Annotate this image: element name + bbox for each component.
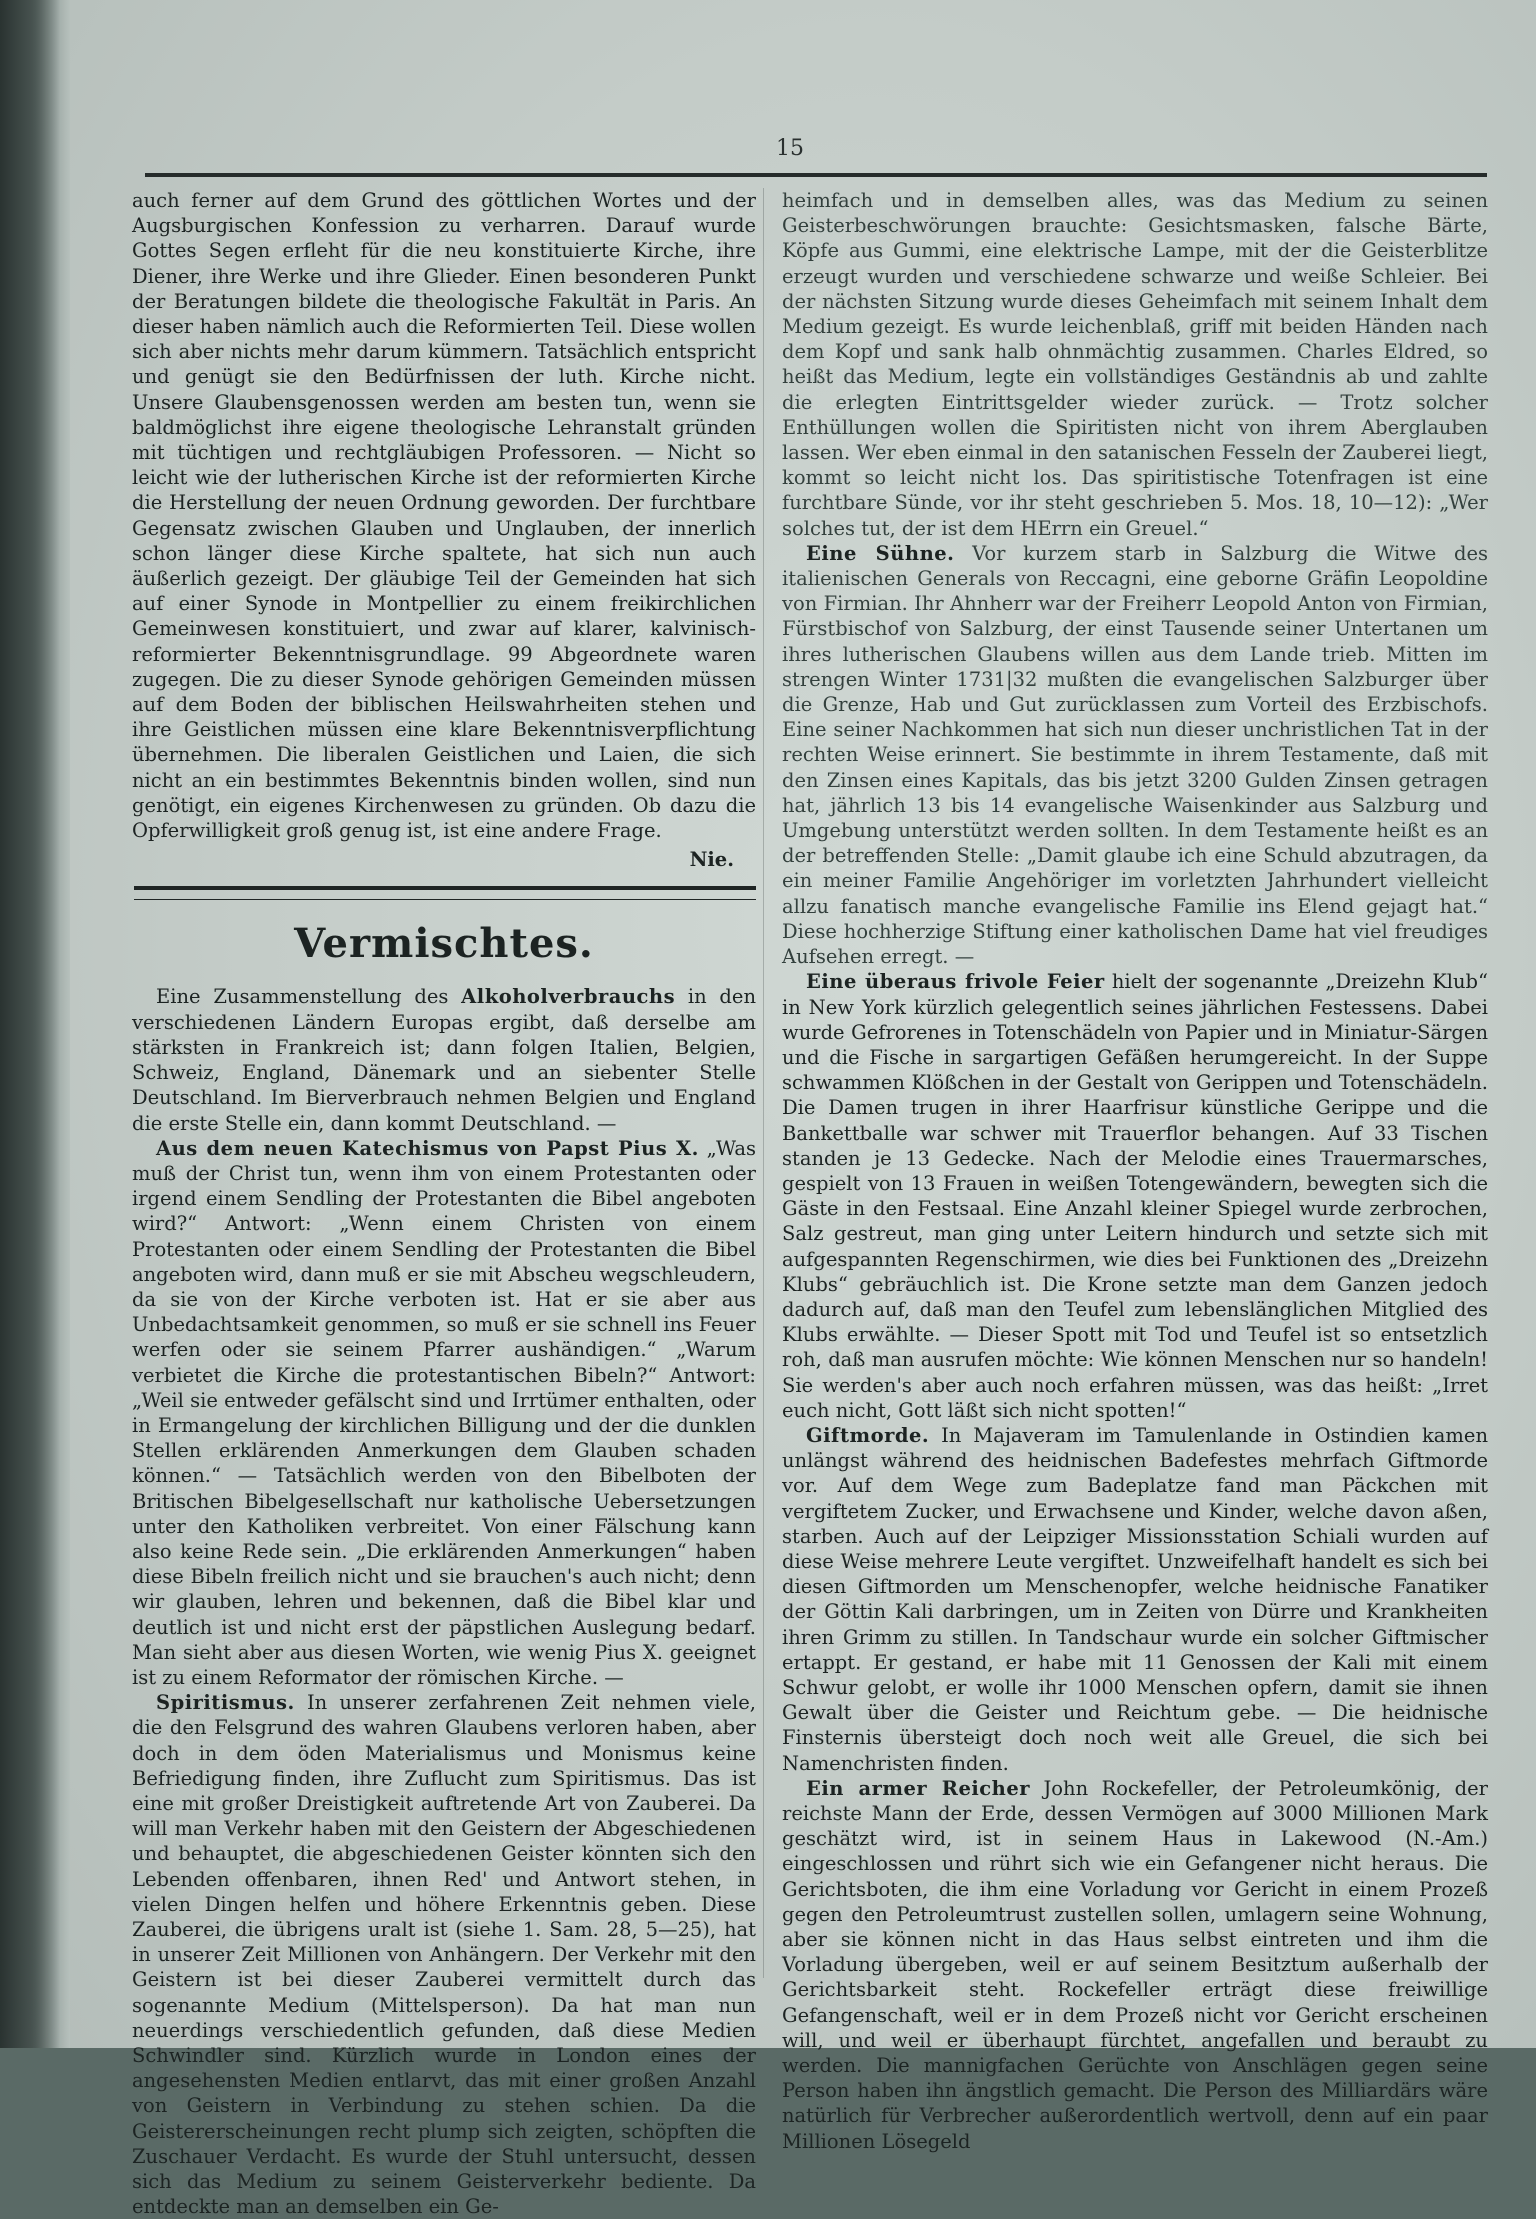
article-reicher (782, 1776, 1488, 2154)
article-feier (782, 969, 1488, 1423)
article-feier-heading: Eine überaus frivole Feier (806, 970, 1105, 994)
column-divider (763, 188, 764, 1978)
article-suehne-heading: Eine Sühne. (806, 541, 955, 565)
page-number: 15 (776, 136, 804, 161)
newspaper-page (70, 0, 1536, 2219)
article-alkohol-lead: Eine Zusammenstellung des (156, 985, 449, 1009)
article-katechismus-body: „Was muß der Christ tun, wenn ihm von einem Protestanten oder irgend einem Sendling der Protestanten die Bibel angeboten wird?“ Antwort: „Wenn einem Christen von einem Protestanten oder einem Sendling der Protestanten die Bibel angeboten wird, dann muß er sie mit Abscheu wegschleudern, da sie von der Kirche verboten ist. Hat er sie aber aus Unbedachtsamkeit genommen, so muß er sie schnell ins Feuer werfen oder sie seinem Pfarrer aushändigen.“ „Warum verbietet die Kirche die protestantischen Bibeln?“ Antwort: „Weil sie entweder gefälscht sind und Irrtümer enthalten, oder in Ermangelung der kirchlichen Billigung und der die dunklen Stellen erklärenden Anmerkungen dem Glauben schaden können.“ — Tatsächlich werden von den Bibelboten der Britischen Bibelgesellschaft nur katholische Uebersetzungen unter den Katholiken verbreitet. Von einer Fälschung kann also keine Rede sein. „Die erklärenden Anmerkungen“ haben diese Bibeln freilich nicht und sie brauchen's auch nicht; denn wir glauben, lehren und bekennen, daß die Bibel klar und deutlich ist und nicht erst der päpstlichen Auslegung bedarf. Man sieht aber aus diesen Worten, wie wenig Pius X. geeignet ist zu einem Reformator der römischen Kirche. — (132, 1136, 757, 1689)
article-spiritismus-body: In unserer zerfahrenen Zeit nehmen viele, die den Felsgrund des wahren Glaubens verloren haben, aber doch in dem öden Materialismus und Monismus keine Befriedigung finden, ihre Zuflucht zum Spiritismus. Das ist eine mit großer Dreistigkeit auftretende Art von Zauberei. Da will man Verkehr haben mit den Geistern der Abgeschiedenen und behauptet, die abgeschiedenen Geister könnten sich den Lebenden offenbaren, ihnen Red' und Antwort stehen, in vielen Dingen helfen und höhere Erkenntnis geben. Diese Zauberei, die übrigens uralt ist (siehe 1. Sam. 28, 5—25), hat in unserer Zeit Millionen von Anhängern. Der Verkehr mit den Geistern ist bei dieser Zauberei vermittelt durch das sogenannte Medium (Mittelsperson). Da hat man nun neuerdings verschiedentlich gefunden, daß diese Medien Schwindler sind. Kürzlich wurde in London eines der angesehensten Medien entlarvt, das mit einer großen Anzahl von Geistern in Verbindung zu stehen schien. Da die Geistererscheinungen recht plump sich zeigten, schöpften die Zuschauer Verdacht. Es wurde der Stuhl untersucht, dessen sich das Medium zu seinem Geisterverkehr bediente. Da entdeckte man an demselben ein Ge- (132, 1691, 756, 2219)
article-alkohol-body: in den verschiedenen Ländern Europas ergibt, daß derselbe am stärksten in Frankreich ist; dann folgen Italien, Belgien, Schweiz, England, Dänemark und an siebenter Stelle Deutschland. Im Bierverbrauch nehmen Belgien und England die erste Stelle ein, dann kommt Deutschland. — (132, 985, 756, 1135)
article-katechismus-heading: Aus dem neuen Katechismus von Papst Pius X. (156, 1136, 699, 1160)
article-reicher-heading: Ein armer Reicher (806, 1776, 1030, 1800)
author-signature: Nie. (689, 848, 734, 872)
article-suehne (782, 541, 1488, 969)
article-spiritismus-heading: Spiritismus. (156, 1691, 295, 1715)
section-title: Vermischtes. (294, 920, 594, 968)
left-column (132, 188, 756, 2219)
article-alkohol-heading: Alkoholverbrauchs (461, 985, 676, 1009)
article-suehne-body: Vor kurzem starb in Salzburg die Witwe des italienischen Generals von Reccagni, eine geborne Gräfin Leopoldine von Firmian. Ihr Ahnherr war der Freiherr Leopold Anton von Firmian, Fürstbischof von Salzburg, der einst Tausende seiner Untertanen um ihres lutherischen Glaubens willen aus dem Lande trieb. Mitten im strengen Winter 1731|32 mußten die evangelischen Salzburger über die Grenze, Hab und Gut zurücklassen zum Vorteil des Erzbischofs. Eine seiner Nachkommen hat sich nun dieser unchristlichen Tat in der rechten Weise erinnert. Sie bestimmte in ihrem Testamente, daß mit den Zinsen eines Kapitals, das bis jetzt 3200 Gulden Zinsen getragen hat, jährlich 13 bis 14 evangelische Waisenkinder aus Salzburg und Umgebung unterstützt werden sollten. In dem Testamente heißt es an der betreffenden Stelle: „Damit glaube ich eine Schuld abzutragen, da ein meiner Familie Angehöriger im vorletzten Jahrhundert vielleicht allzu fanatisch manche evangelische Familie ins Elend gejagt hat.“ Diese hochherzige Stiftung einer katholischen Dame hat viel freudiges Aufsehen erregt. — (782, 541, 1488, 969)
article-giftmorde-heading: Giftmorde. (806, 1423, 930, 1447)
article-reicher-body: John Rockefeller, der Petroleumkönig, der reichste Mann der Erde, dessen Vermögen auf 3000 Millionen Mark geschätzt wird, ist in seinem Haus in Lakewood (N.-Am.) eingeschlossen und rührt sich wie ein Gefangener nicht heraus. Die Gerichtsboten, die ihm eine Vorladung vor Gericht in einem Prozeß gegen den Petroleumtrust zustellen sollen, umlagern seine Wohnung, aber sie können nicht in das Haus selbst eintreten und ihm die Vorladung übergeben, weil er auf seinem Besitztum außerhalb der Gerichtsbarkeit steht. Rockefeller erträgt diese freiwillige Gefangenschaft, weil er in dem Prozeß nicht vor Gericht erscheinen will, und weil er überhaupt fürchtet, angefallen und beraubt zu werden. Die mannigfachen Gerüchte von Anschlägen gegen seine Person haben ihn ängstlich gemacht. Die Person des Milliardärs wäre natürlich für Verbrecher außerordentlich wertvoll, denn auf ein paar Millionen Lösegeld (782, 1776, 1488, 2153)
article-alkohol (132, 984, 756, 1135)
section-divider (134, 886, 756, 900)
header-rule (145, 173, 1487, 177)
article-feier-body: hielt der sogenannte „Dreizehn Klub“ in New York kürzlich gelegentlich seines jährlichen Festessens. Dabei wurde Gefrorenes in Totenschädeln von Papier und in Miniatur-Särgen und die Fische in sargartigen Gefäßen herumgereicht. In der Suppe schwammen Klößchen in der Gestalt von Gerippen und Totenschädeln. Die Damen trugen in ihrer Haarfrisur künstliche Gerippe und die Bankettballe war schwer mit Trauerflor behangen. Auf 33 Tischen standen je 13 Gedecke. Nach der Melodie eines Trauermarsches, gespielt von 13 Frauen in weißen Totengewändern, bewegten sich die Gäste in den Festsaal. Eine Anzahl kleiner Spiegel wurde zerbrochen, Salz gestreut, man ging unter Leitern hindurch und setzte sich mit aufgespannten Regenschirmen, wie dies bei Funktionen des „Dreizehn Klubs“ gebräuchlich ist. Die Krone setzte man dem Ganzen jedoch dadurch auf, daß man den Teufel zum lebenslänglichen Mitglied des Klubs erwählte. — Dieser Spott mit Tod und Teufel ist so entsetzlich roh, daß man ausrufen möchte: Wie können Menschen nur so handeln! Sie werden's aber auch noch erfahren müssen, was das heißt: „Irret euch nicht, Gott läßt sich nicht spotten!“ (782, 970, 1489, 1422)
intro-paragraph: auch ferner auf dem Grund des göttlichen Wortes und der Augsburgischen Konfession zu verharren. Darauf wurde Gottes Segen erfleht für die neu konstituierte Kirche, ihre Diener, ihre Werke und ihre Glieder. Einen besonderen Punkt der Beratungen bildete die theologische Fakultät in Paris. An dieser haben nämlich auch die Reformierten Teil. Diese wollen sich aber nichts mehr darum kümmern. Tatsächlich entspricht und genügt sie den Bedürfnissen der luth. Kirche nicht. Unsere Glaubensgenossen werden am besten tun, wenn sie baldmöglichst ihre eigene theologische Lehranstalt gründen mit tüchtigen und rechtgläubigen Professoren. — Nicht so leicht wie der lutherischen Kirche ist der reformierten Kirche die Herstellung der neuen Ordnung geworden. Der furchtbare Gegensatz zwischen Glauben und Unglauben, der innerlich schon länger diese Kirche spaltete, hat sich nun auch äußerlich gezeigt. Der gläubige Teil der Gemeinden hat sich auf einer Synode in Montpellier zu einem freikirchlichen Gemeinwesen konstituiert, und zwar auf klarer, kalvinisch-reformierter Bekenntnisgrundlage. 99 Abgeordnete waren zugegen. Die zu dieser Synode gehörigen Gemeinden müssen auf dem Boden der biblischen Heilswahrheiten stehen und ihre Geistlichen müssen eine klare Bekenntnisverpflichtung übernehmen. Die liberalen Geistlichen und Laien, die sich nicht an ein bestimmtes Bekenntnis binden wollen, sind nun genötigt, ein eigenes Kirchenwesen zu gründen. Ob dazu die Opferwilligkeit groß genug ist, ist eine andere Frage. (132, 189, 756, 843)
right-column (782, 188, 1488, 2154)
article-giftmorde-body: In Majaveram im Tamulenlande in Ostindien kamen unlängst während des heidnischen Badefestes mehrfach Giftmorde vor. Auf dem Wege zum Badeplatze fand man Päckchen mit vergiftetem Zucker, und Erwachsene und Kinder, welche davon aßen, starben. Auch auf der Leipziger Missionsstation Schiali wurden auf diese Weise mehrere Leute vergiftet. Unzweifelhaft handelt es sich bei diesen Giftmorden um Menschenopfer, welche heidnische Fanatiker der Göttin Kali darbringen, um in Zeiten von Dürre und Krankheiten ihren Grimm zu stillen. In Tandschaur wurde ein solcher Giftmischer ertappt. Er gestand, er habe mit 11 Genossen der Kali mit einem Schwur gelobt, er wolle ihr 1000 Menschen opfern, damit sie ihnen Gewalt über die Geister und Reichtum gebe. — Die heidnische Finsternis übersteigt doch noch weit alle Greuel, die sich bei Namenchristen finden. (782, 1423, 1488, 1775)
book-spine-shadow (0, 0, 60, 2048)
article-giftmorde (782, 1423, 1488, 1776)
article-spiritismus (132, 1690, 756, 2219)
article-katechismus (132, 1136, 756, 1690)
article-spiritismus-continued: heimfach und in demselben alles, was das Medium zu seinen Geisterbeschwörungen brauchte: Gesichtsmasken, falsche Bärte, Köpfe aus Gummi, eine elektrische Lampe, mit der die Geisterblitze erzeugt wurden und verschiedene schwarze und weiße Schleier. Bei der nächsten Sitzung wurde dieses Geheimfach mit seinem Inhalt dem Medium gezeigt. Es wurde leichenblaß, griff mit beiden Händen nach dem Kopf und sank halb ohnmächtig zusammen. Charles Eldred, so heißt das Medium, legte ein vollständiges Geständnis ab und zahlte die erlegten Eintrittsgelder wieder zurück. — Trotz solcher Enthüllungen wollen die Spiritisten nicht von ihrem Aberglauben lassen. Wer eben einmal in den satanischen Fesseln der Zauberei liegt, kommt so leicht nicht los. Das spiritistische Totenfragen ist eine furchtbare Sünde, vor ihr steht geschrieben 5. Mos. 18, 10—12): „Wer solches tut, der ist dem HErrn ein Greuel.“ (782, 189, 1488, 540)
